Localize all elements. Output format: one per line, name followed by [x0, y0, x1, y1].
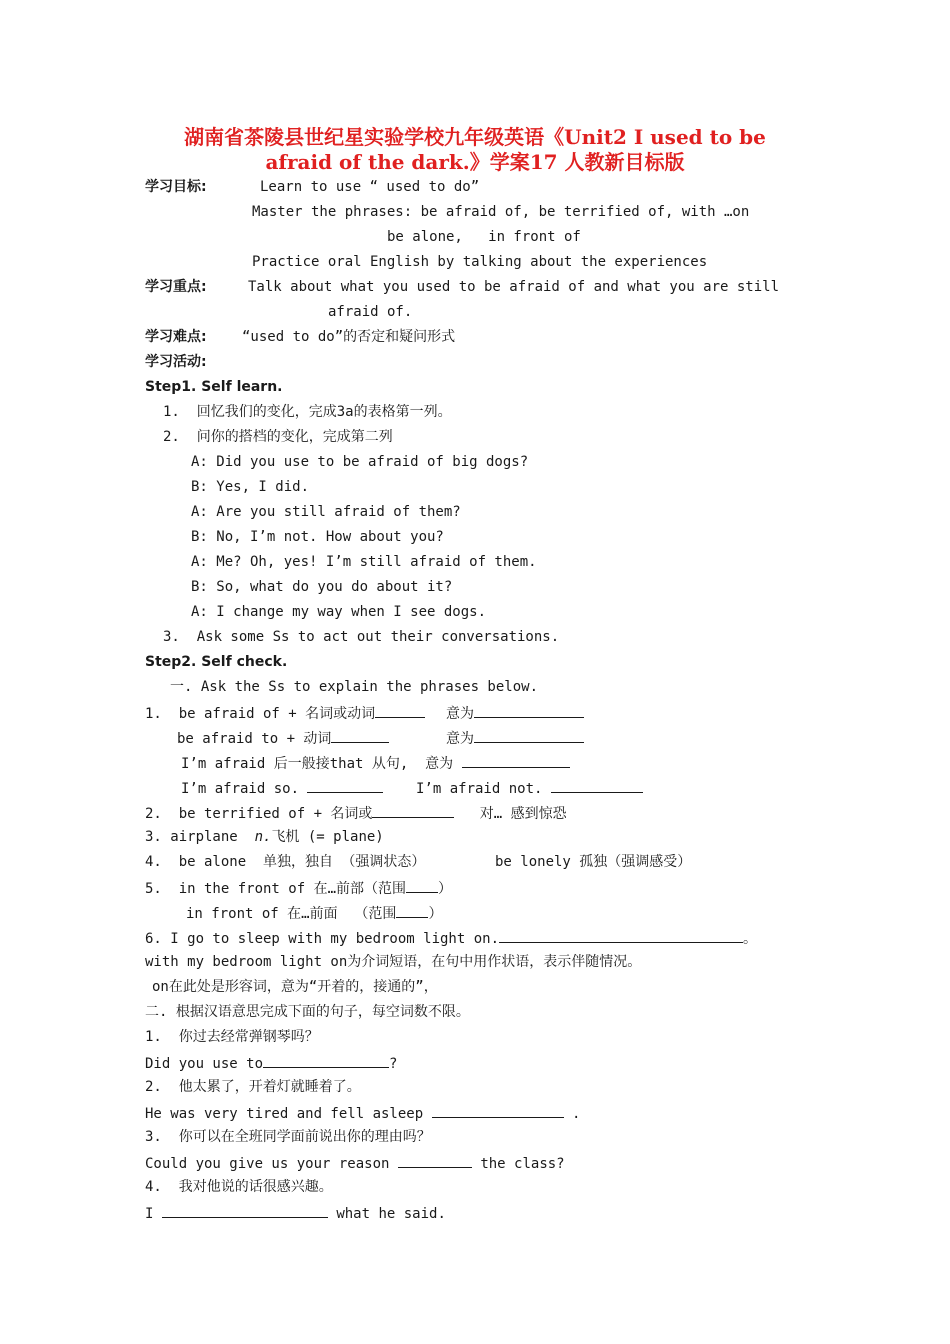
- phrase-text: 5. in the front of 在…前部（范围: [145, 881, 407, 897]
- phrase-text: I’m afraid not.: [416, 781, 543, 797]
- phrase-text: 2. be terrified of + 名词或: [145, 806, 373, 822]
- sentence-text: what he said.: [336, 1206, 446, 1222]
- phrase-line: on在此处是形容词，意为“开着的，接通的”，: [152, 979, 438, 995]
- phrase-line: [145, 878, 452, 898]
- focus-line: afraid of.: [328, 304, 413, 320]
- phrase-text: 3. airplane: [145, 829, 255, 845]
- phrase-line: [181, 753, 570, 773]
- phrase-text: be afraid to + 动词: [177, 731, 332, 747]
- goal-line: be alone, in front of: [387, 229, 581, 245]
- phrase-line: [177, 728, 389, 748]
- step1-heading: Step1. Self learn.: [145, 379, 283, 395]
- answer-blank[interactable]: [499, 928, 743, 943]
- dialog-line: A: Did you use to be afraid of big dogs?: [191, 454, 529, 470]
- answer-blank[interactable]: [462, 753, 570, 768]
- phrase-line: [186, 903, 442, 923]
- focus-label: 学习重点:: [145, 279, 207, 295]
- answer-blank[interactable]: [396, 903, 428, 918]
- goals-label: 学习目标:: [145, 179, 207, 195]
- answer-blank[interactable]: [263, 1053, 389, 1068]
- sentence-text: I: [145, 1206, 154, 1222]
- phrase-text: 1. be afraid of + 名词或动词: [145, 706, 376, 722]
- phrase-line: [145, 928, 757, 948]
- dialog-line: B: So, what do you do about it?: [191, 579, 453, 595]
- focus-line: Talk about what you used to be afraid of and what you are still: [248, 279, 780, 295]
- phrase-text: 对… 感到惊恐: [479, 806, 567, 822]
- part2-heading: 二. 根据汉语意思完成下面的句子，每空词数不限。: [145, 1004, 470, 1020]
- phrase-text: I’m afraid 后一般接that 从句, 意为: [181, 756, 454, 772]
- title-line-2: afraid of the dark.》学案17 人教新目标版: [265, 150, 685, 174]
- dialog-line: A: I change my way when I see dogs.: [191, 604, 487, 620]
- answer-blank[interactable]: [162, 1203, 328, 1218]
- question-en: [145, 1203, 446, 1223]
- goal-line: Learn to use “ used to do”: [260, 179, 480, 195]
- sentence-text: He was very tired and fell asleep: [145, 1106, 424, 1122]
- question-en: [145, 1053, 397, 1073]
- phrase-text: ）: [428, 906, 443, 922]
- goal-line: Practice oral English by talking about the experiences: [252, 254, 708, 270]
- sentence-text: ?: [389, 1056, 398, 1072]
- answer-blank[interactable]: [406, 878, 438, 893]
- dialog-line: A: Me? Oh, yes! I’m still afraid of them.: [191, 554, 537, 570]
- step2-heading: Step2. Self check.: [145, 654, 288, 670]
- phrase-text: in front of 在…前面 （范围: [186, 906, 397, 922]
- answer-blank[interactable]: [551, 778, 643, 793]
- phrase-line: [181, 778, 383, 798]
- phrase-line: be lonely 孤独（强调感受）: [495, 854, 692, 870]
- sentence-text: Could you give us your reason: [145, 1156, 390, 1172]
- phrase-line: with my bedroom light on为介词短语，在句中用作状语，表示伴随情况。: [145, 954, 642, 970]
- phrase-line: 4. be alone 单独，独自 （强调状态）: [145, 854, 426, 870]
- activities-label: 学习活动:: [145, 354, 207, 370]
- question-cn: 3. 你可以在全班同学面前说出你的理由吗？: [145, 1129, 431, 1145]
- difficulty-label: 学习难点:: [145, 329, 207, 345]
- answer-blank[interactable]: [432, 1103, 564, 1118]
- phrase-line: [145, 828, 384, 846]
- goal-line: Master the phrases: be afraid of, be terrified of, with …on: [252, 204, 750, 220]
- answer-blank[interactable]: [474, 703, 584, 718]
- phrase-text: ）: [438, 881, 453, 897]
- phrase-text: 飞机 (= plane): [271, 829, 384, 845]
- step1-item: 2. 问你的搭档的变化，完成第二列: [163, 429, 393, 445]
- phrase-line: [145, 803, 567, 823]
- sentence-text: Did you use to: [145, 1056, 264, 1072]
- question-cn: 1. 你过去经常弹钢琴吗？: [145, 1029, 319, 1045]
- part-of-speech: n.: [254, 829, 272, 845]
- answer-blank[interactable]: [307, 778, 383, 793]
- sentence-text: the class?: [480, 1156, 565, 1172]
- answer-blank[interactable]: [398, 1153, 472, 1168]
- answer-blank[interactable]: [372, 803, 454, 818]
- phrase-line: [446, 728, 584, 748]
- question-cn: 2. 他太累了，开着灯就睡着了。: [145, 1079, 361, 1095]
- part1-heading: 一. Ask the Ss to explain the phrases below.: [170, 679, 539, 695]
- phrase-line: [416, 778, 643, 798]
- step1-item: 3. Ask some Ss to act out their conversations.: [163, 629, 560, 645]
- phrase-text: 意为: [446, 731, 474, 747]
- dialog-line: B: No, I’m not. How about you?: [191, 529, 444, 545]
- step1-item: 1. 回忆我们的变化，完成3a的表格第一列。: [163, 404, 452, 420]
- title-line-1: 湖南省茶陵县世纪星实验学校九年级英语《Unit2 I used to be: [184, 125, 766, 149]
- answer-blank[interactable]: [331, 728, 389, 743]
- question-cn: 4. 我对他说的话很感兴趣。: [145, 1179, 333, 1195]
- phrase-text: I’m afraid so.: [181, 781, 300, 797]
- dialog-line: A: Are you still afraid of them?: [191, 504, 461, 520]
- phrase-text: 6. I go to sleep with my bedroom light on.: [145, 931, 500, 947]
- phrase-line: [145, 703, 425, 723]
- phrase-text: 。: [743, 931, 758, 947]
- question-en: [145, 1153, 565, 1173]
- answer-blank[interactable]: [375, 703, 425, 718]
- difficulty-text: “used to do”的否定和疑问形式: [242, 329, 456, 345]
- phrase-line: [446, 703, 584, 723]
- answer-blank[interactable]: [474, 728, 584, 743]
- dialog-line: B: Yes, I did.: [191, 479, 310, 495]
- sentence-text: .: [572, 1106, 581, 1122]
- phrase-text: 意为: [446, 706, 474, 722]
- question-en: [145, 1103, 580, 1123]
